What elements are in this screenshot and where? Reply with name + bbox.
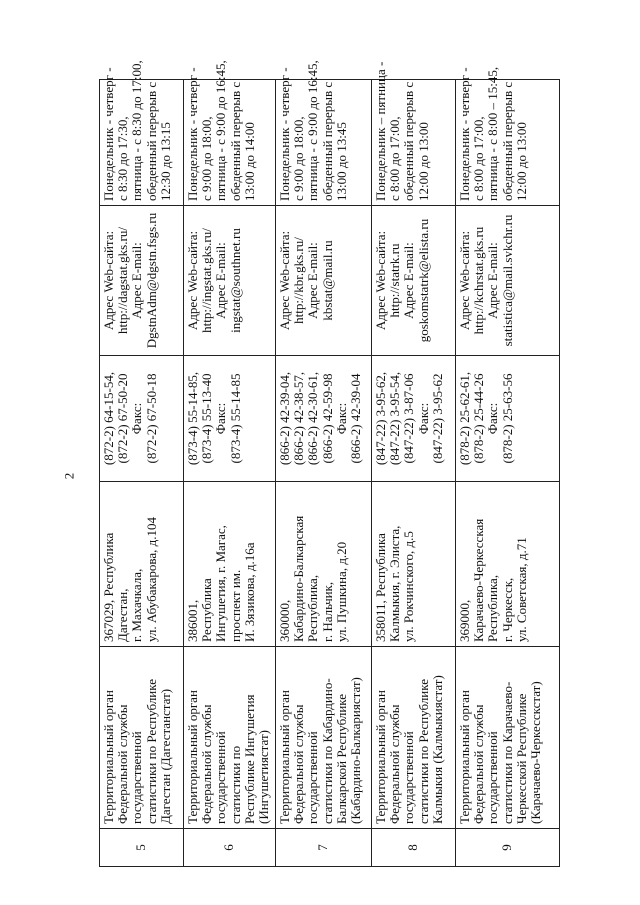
- contact-line: Адрес Web-сайта:: [277, 230, 292, 331]
- contact-line: Адрес E-mail:: [213, 242, 229, 319]
- phone-line: (847-22) 3-95-62,: [373, 371, 388, 466]
- hours-line: 12:00 до 13:00: [415, 122, 431, 201]
- org-name-cell: [372, 647, 456, 829]
- hours-line: с 8:00 до 17:00,: [471, 116, 487, 201]
- table-row: [184, 80, 276, 867]
- org-line: Федеральной службы: [199, 704, 215, 824]
- org-line: Дагестан (Дагестанстат): [157, 688, 173, 824]
- hours-line: с 9:00 до 18:00,: [199, 116, 215, 201]
- website-link[interactable]: http://kchrstat.gks.ru: [471, 226, 487, 335]
- website-link[interactable]: http://kbr.gks.ru/: [291, 237, 307, 324]
- phone-line: (873-4) 55-14-85,: [185, 371, 200, 466]
- address-line: 358011, Республика: [373, 533, 388, 642]
- phone-line: (872-2) 67-50-20: [115, 373, 131, 464]
- phone-line: (872-2) 67-50-18: [143, 373, 159, 464]
- email-link[interactable]: ingstat@southnet.ru: [227, 228, 243, 333]
- org-line: Черкесской Республике: [513, 693, 529, 824]
- org-line: Территориальный орган: [101, 690, 116, 824]
- table-row: [276, 80, 372, 867]
- org-name-cell: [456, 647, 560, 829]
- org-line: государственной: [401, 731, 417, 824]
- address-cell: [372, 482, 456, 647]
- phone-line: (866-2) 42-39-04: [348, 373, 364, 464]
- org-line: государственной: [129, 731, 145, 824]
- phone-line: (878-2) 25-44-26: [471, 373, 487, 464]
- phone-line: (878-2) 25-63-56: [499, 373, 515, 464]
- working-hours-cell: [276, 60, 372, 206]
- address-line: 369000,: [457, 599, 472, 642]
- phone-line: Факс:: [485, 402, 501, 435]
- hours-line: пятница - с 8:30 до 17:00,: [129, 60, 145, 201]
- email-link[interactable]: statistica@mail.svkchr.ru: [499, 214, 515, 347]
- org-line: статистики по: [227, 745, 243, 824]
- website-link[interactable]: http://ingstat.gks.ru/: [199, 228, 215, 333]
- org-name-cell: [184, 647, 276, 829]
- phone-line: (873-4) 55-13-40: [199, 373, 215, 464]
- phone-line: (866-2) 42-38-57,: [291, 371, 307, 466]
- phone-line: (866-2) 42-59-98: [319, 373, 335, 464]
- row-number-cell: [184, 829, 276, 867]
- hours-line: пятница - с 8:00 – 15:45,: [485, 66, 501, 201]
- hours-line: обеденный перерыв с: [319, 81, 335, 201]
- org-line: (Кабардино-Балкариястат): [348, 677, 364, 824]
- row-number-cell: [100, 829, 184, 867]
- address-line: 360000,: [277, 599, 292, 642]
- phone-line: (866-2) 42-30-61,: [305, 371, 321, 466]
- org-line: Территориальный орган: [457, 690, 472, 824]
- email-link[interactable]: goskomstatrk@elista.ru: [415, 218, 431, 343]
- contact-line: Адрес E-mail:: [401, 242, 417, 319]
- hours-line: обеденный перерыв с: [499, 81, 515, 201]
- table-row: [100, 80, 184, 867]
- org-line: Калмыкия (Калмыкиястат): [429, 675, 445, 824]
- row-number: 5: [133, 844, 149, 851]
- org-line: Федеральной службы: [387, 704, 403, 824]
- address-cell: [100, 482, 184, 647]
- web-email-cell: [100, 206, 184, 356]
- row-number-cell: [372, 829, 456, 867]
- address-line: Кабардино-Балкарская: [291, 515, 307, 642]
- address-line: Республика,: [305, 574, 321, 642]
- phone-line: (873-4) 55-14-85: [227, 373, 243, 464]
- address-line: 367029, Республика: [101, 532, 116, 642]
- table-body: [100, 60, 560, 867]
- phone-cell: [276, 356, 372, 482]
- email-link[interactable]: DgstnAdm@dgstn.fsgs.ru: [143, 212, 159, 349]
- hours-line: Понедельник - четверг -: [277, 67, 292, 201]
- territorial-offices-table: [99, 60, 560, 867]
- address-line: Дагестан,: [115, 588, 131, 642]
- org-line: статистики по Кабардино-: [319, 678, 335, 824]
- hours-line: обеденный перерыв с: [227, 81, 243, 201]
- contact-line: Адрес Web-сайта:: [185, 230, 200, 331]
- address-line: г. Нальчик,: [319, 581, 335, 642]
- working-hours-cell: [100, 60, 184, 206]
- phone-line: (866-2) 42-39-04,: [277, 371, 292, 466]
- hours-line: Понедельник - четверг -: [101, 67, 116, 201]
- hours-line: Понедельник – пятница -: [373, 61, 388, 201]
- address-cell: [456, 482, 560, 647]
- working-hours-cell: [456, 66, 560, 206]
- phone-line: (847-22) 3-95-54,: [387, 371, 403, 466]
- table-row: [456, 80, 560, 867]
- org-line: Территориальный орган: [373, 690, 388, 824]
- address-line: ул. Пушкина, д.20: [333, 541, 349, 642]
- web-email-cell: [184, 206, 276, 356]
- hours-line: 13:00 до 14:00: [241, 122, 257, 201]
- hours-line: 12:30 до 13:15: [157, 122, 173, 201]
- contact-line: Адрес E-mail:: [305, 242, 321, 319]
- row-number: 8: [405, 844, 421, 851]
- website-link[interactable]: http://dagstat.gks.ru/: [115, 227, 131, 334]
- org-line: статистики по Республике: [143, 678, 159, 824]
- hours-line: пятница - с 9:00 до 16:45,: [213, 60, 229, 201]
- org-line: Федеральной службы: [115, 704, 131, 824]
- phone-line: Факс:: [333, 402, 349, 435]
- phone-line: (872-2) 64-15-54,: [101, 371, 116, 466]
- row-number: 9: [499, 844, 515, 851]
- phone-line: (847-22) 3-87-06: [401, 373, 417, 464]
- table-row: [372, 80, 456, 867]
- address-line: ул. Советская, д.71: [513, 537, 529, 642]
- address-line: г. Черкесск,: [499, 577, 515, 642]
- hours-line: Понедельник - четверг -: [457, 67, 472, 201]
- row-number: 7: [315, 844, 331, 851]
- page-number: 2: [61, 472, 77, 480]
- org-line: государственной: [213, 731, 229, 824]
- row-number-cell: [276, 829, 372, 867]
- contact-line: Адрес Web-сайта:: [373, 230, 388, 331]
- org-name-cell: [100, 647, 184, 829]
- hours-line: с 8:30 до 17:30,: [115, 116, 131, 201]
- hours-line: обеденный перерыв с: [401, 81, 417, 201]
- org-line: Федеральной службы: [291, 704, 307, 824]
- org-line: Федеральной службы: [471, 704, 487, 824]
- org-line: государственной: [305, 731, 321, 824]
- org-line: государственной: [485, 731, 501, 824]
- address-line: Калмыкия, г. Элиста,: [387, 525, 403, 642]
- org-line: (Ингушетиястат): [256, 730, 272, 824]
- phone-line: Факс:: [213, 402, 229, 435]
- org-line: (Карачаево-Черкесскстат): [528, 681, 544, 824]
- phone-cell: [456, 356, 560, 482]
- address-line: г. Махачкала,: [129, 568, 145, 642]
- address-line: ул. Абубакарова, д.104: [143, 517, 159, 642]
- hours-line: обеденный перерыв с: [143, 81, 159, 201]
- contact-line: Адрес Web-сайта:: [457, 230, 472, 331]
- phone-line: (847-22) 3-95-62: [429, 373, 445, 464]
- address-cell: [184, 482, 276, 647]
- web-email-cell: [372, 206, 456, 356]
- org-line: Балкарской Республике: [333, 693, 349, 824]
- org-name-cell: [276, 647, 372, 829]
- address-line: 386001,: [185, 599, 200, 642]
- hours-line: Понедельник - четверг -: [185, 67, 200, 201]
- hours-line: 13:00 до 13:45: [333, 122, 349, 201]
- phone-line: Факс:: [415, 402, 431, 435]
- address-line: Карачаево-Черкесская: [471, 518, 487, 642]
- hours-line: с 8:00 до 17:00,: [387, 116, 403, 201]
- email-link[interactable]: kbstat@mail.ru: [319, 240, 335, 321]
- address-cell: [276, 482, 372, 647]
- hours-line: пятница - с 9:00 до 16:45,: [305, 60, 321, 201]
- contact-line: Адрес Web-сайта:: [101, 230, 116, 331]
- hours-line: 12:00 до 13:00: [513, 122, 529, 201]
- row-number-cell: [456, 829, 560, 867]
- contact-line: Адрес E-mail:: [485, 242, 501, 319]
- row-number: 6: [221, 844, 237, 851]
- working-hours-cell: [184, 60, 276, 206]
- address-line: Ингушетия, г. Магас,: [213, 525, 229, 642]
- address-line: И. Зязикова, д.16а: [241, 542, 257, 642]
- phone-cell: [184, 356, 276, 482]
- rotated-table-container: [99, 60, 559, 867]
- address-line: Республика,: [485, 574, 501, 642]
- web-email-cell: [276, 206, 372, 356]
- org-line: статистики по Карачаево-: [499, 681, 515, 824]
- working-hours-cell: [372, 61, 456, 206]
- address-line: ул. Рокчинского, д.5: [401, 531, 417, 642]
- web-email-cell: [456, 206, 560, 356]
- website-link[interactable]: http://statrk.ru: [387, 243, 403, 318]
- address-line: проспект им.: [227, 569, 243, 642]
- org-line: статистики по Республике: [415, 678, 431, 824]
- phone-line: (878-2) 25-62-61,: [457, 371, 472, 466]
- phone-cell: [372, 356, 456, 482]
- org-line: Республике Ингушетия: [241, 694, 257, 824]
- phone-line: Факс:: [129, 402, 145, 435]
- org-line: Территориальный орган: [277, 690, 292, 824]
- contact-line: Адрес E-mail:: [129, 242, 145, 319]
- phone-cell: [100, 356, 184, 482]
- hours-line: с 9:00 до 18:00,: [291, 116, 307, 201]
- org-line: Территориальный орган: [185, 690, 200, 824]
- address-line: Республика: [199, 578, 215, 642]
